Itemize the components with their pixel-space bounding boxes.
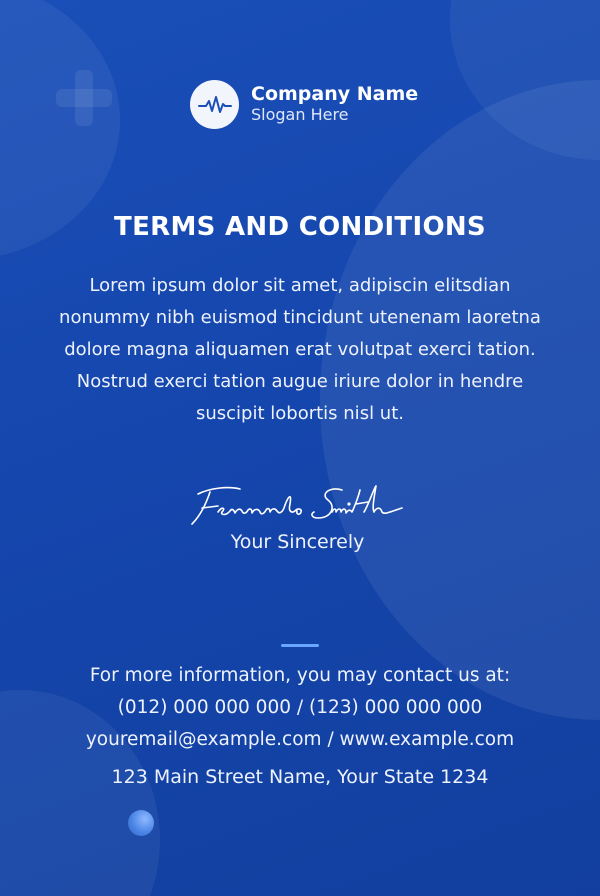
contact-address: 123 Main Street Name, Your State 1234 [111,766,489,788]
brand-header [190,80,418,129]
contact-phones: (012) 000 000 000 / (123) 000 000 000 [117,697,483,718]
signature-image [180,478,420,534]
closing-text: Your Sincerely [230,531,365,553]
contact-web: youremail@example.com / www.example.com [85,729,515,750]
heartbeat-icon [190,80,239,129]
plus-icon [56,70,112,126]
decorative-ball [128,810,154,836]
company-name: Company Name [251,83,419,106]
brand-text [251,84,418,124]
page-title: TERMS AND CONDITIONS [114,212,486,242]
company-slogan: Slogan Here [251,105,349,125]
divider-line [281,644,319,647]
contact-intro: For more information, you may contact us at: [89,665,511,686]
terms-body: Lorem ipsum dolor sit amet, adipiscin elitsdian nonummy nibh euismod tincidunt utenenam laoretna dolore magna aliquamen erat volutpat exerci tation. Nostrud exerci tation augue iriure dolor in hendre suscipit lobortis nisl ut. [59,275,541,424]
contact-block [0,660,600,756]
decorative-circle [450,0,600,160]
